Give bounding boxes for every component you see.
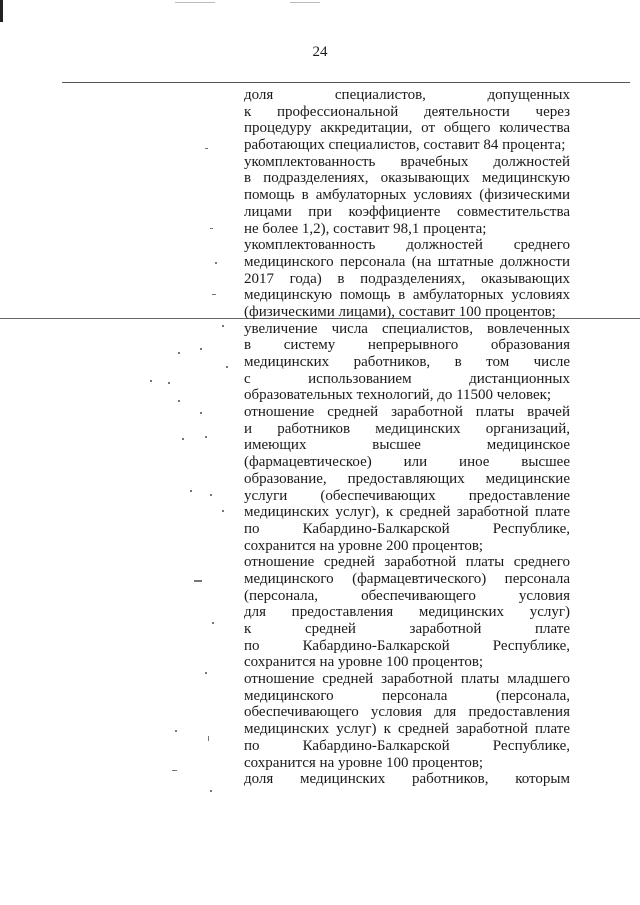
scan-speck — [150, 380, 152, 382]
scan-speck — [178, 352, 180, 354]
text-line: по Кабардино-Балкарской Республике, — [244, 520, 570, 537]
text-line: доля медицинских работников, которым — [244, 771, 570, 788]
scan-top-mark — [175, 2, 215, 3]
paragraph — [244, 237, 570, 320]
scan-speck — [205, 672, 207, 674]
text-line: с использованием дистанционных — [244, 370, 570, 387]
text-line: медицинских услуг) к средней заработной плате — [244, 721, 570, 738]
paragraph — [244, 554, 570, 671]
text-line: работающих специалистов, составит 84 процента; — [244, 137, 566, 154]
scan-speck — [168, 382, 170, 384]
scan-speck — [215, 262, 217, 264]
scan-speck — [200, 412, 202, 414]
text-line: сохранится на уровне 200 процентов; — [244, 537, 484, 554]
scan-speck — [222, 510, 224, 512]
text-line: для предоставления медицинских услуг) — [244, 604, 570, 621]
text-line: не более 1,2), составит 98,1 процента; — [244, 220, 487, 237]
text-line: отношение средней заработной платы врачей — [244, 404, 570, 421]
scan-speck — [226, 366, 228, 368]
scan-speck — [175, 730, 177, 732]
text-line: имеющих высшее медицинское — [244, 437, 570, 454]
paragraph — [244, 404, 570, 554]
text-line: медицинскую помощь в амбулаторных условиях — [244, 287, 570, 304]
text-line: в подразделениях, оказывающих медицинскую — [244, 170, 570, 187]
scan-speck — [190, 490, 192, 492]
text-line: медицинских услуг), к средней заработной плате — [244, 504, 570, 521]
text-line: по Кабардино-Балкарской Республике, — [244, 737, 570, 754]
text-line: (физическими лицами), составит 100 процентов; — [244, 303, 556, 320]
scan-speck — [200, 348, 202, 350]
text-line: помощь в амбулаторных условиях (физическими — [244, 187, 570, 204]
scan-top-mark — [290, 2, 320, 3]
text-line: медицинского персонала (персонала, — [244, 687, 570, 704]
scan-speck — [208, 736, 209, 741]
text-line: к средней заработной плате — [244, 621, 570, 637]
scan-speck — [172, 770, 177, 771]
text-line: (фармацевтическое) или иное высшее — [244, 454, 570, 471]
text-line: образовательных технологий, до 11500 человек; — [244, 387, 552, 404]
page-number: 24 — [312, 44, 328, 60]
text-line: процедуру аккредитации, от общего количества — [244, 120, 570, 137]
text-line: доля специалистов, допущенных — [244, 87, 570, 103]
text-line: отношение средней заработной платы среднего — [244, 554, 570, 571]
paragraph — [244, 771, 570, 788]
paragraph — [244, 87, 570, 154]
text-line: 2017 года) в подразделениях, оказывающих — [244, 270, 570, 287]
scan-artifact-line — [62, 82, 630, 83]
text-line: отношение средней заработной платы младшего — [244, 671, 570, 688]
paragraph — [244, 154, 570, 237]
scan-speck — [210, 790, 212, 792]
scan-speck — [178, 400, 180, 402]
text-line: по Кабардино-Балкарской Республике, — [244, 637, 570, 654]
text-line: в систему непрерывного образования — [244, 337, 570, 354]
text-line: к профессиональной деятельности через — [244, 103, 570, 120]
text-line: медицинского персонала (на штатные должности — [244, 253, 570, 270]
scan-speck — [222, 325, 224, 327]
text-line: сохранится на уровне 100 процентов; — [244, 754, 484, 771]
body-text — [244, 87, 570, 788]
text-line: образование, предоставляющих медицинские — [244, 470, 570, 487]
scan-edge-mark — [0, 0, 3, 22]
text-line: обеспечивающего условия для предоставления — [244, 704, 570, 721]
scan-speck — [194, 580, 202, 582]
text-line: и работников медицинских организаций, — [244, 420, 570, 437]
text-line: увеличение числа специалистов, вовлеченных — [244, 320, 570, 337]
scan-speck — [212, 622, 214, 624]
scan-speck — [210, 228, 213, 229]
text-line: укомплектованность врачебных должностей — [244, 153, 570, 170]
text-line: медицинского (фармацевтического) персонала — [244, 570, 570, 587]
scan-speck — [212, 294, 216, 295]
text-line: сохранится на уровне 100 процентов; — [244, 654, 484, 671]
scan-speck — [182, 438, 184, 440]
scan-speck — [210, 494, 212, 496]
text-line: медицинских работников, в том числе — [244, 354, 570, 370]
paragraph — [244, 671, 570, 771]
text-line: услуги (обеспечивающих предоставление — [244, 487, 570, 504]
paragraph — [244, 321, 570, 404]
scan-speck — [205, 436, 207, 438]
text-line: лицами при коэффициенте совместительства — [244, 203, 570, 220]
text-line: (персонала, обеспечивающего условия — [244, 587, 570, 604]
text-line: укомплектованность должностей среднего — [244, 237, 570, 254]
scan-speck — [205, 148, 208, 149]
